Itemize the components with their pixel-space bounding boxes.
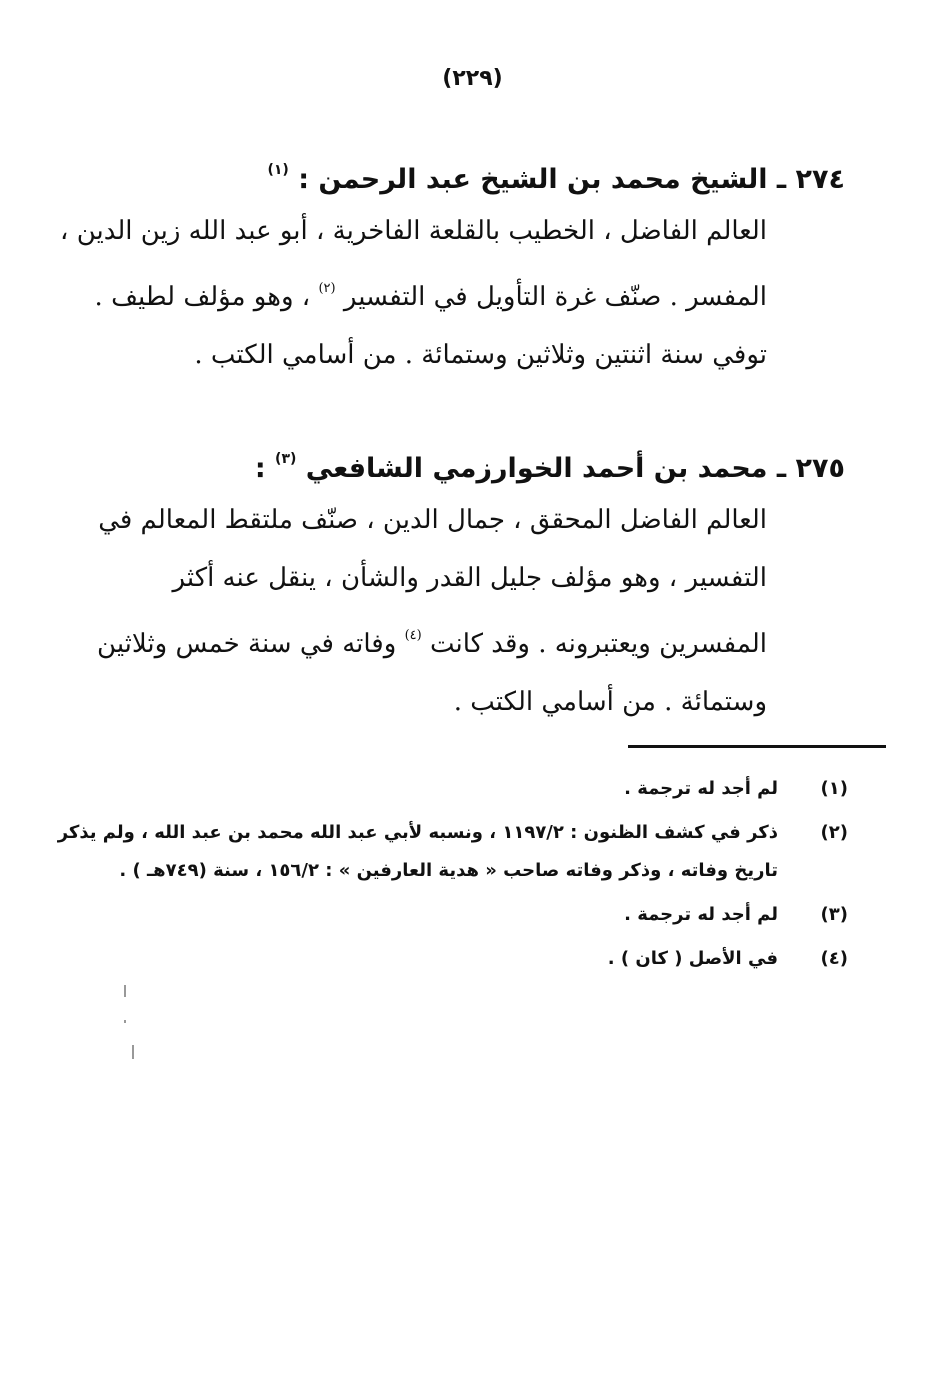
scan-speck bbox=[124, 985, 126, 997]
entry-heading bbox=[105, 148, 845, 202]
footnote-number: (٣) bbox=[820, 904, 848, 925]
footnote-text bbox=[118, 940, 778, 978]
footnote-ref: (٤) bbox=[404, 628, 422, 643]
page-number: (٢٢٩) bbox=[442, 66, 503, 91]
entry-line: توفي سنة اثنتين وثلاثين وستمائة . من أسامي الكتب . bbox=[194, 340, 767, 370]
entry-line: التفسير ، وهو مؤلف جليل القدر والشأن ، ينقل عنه أكثر bbox=[172, 563, 767, 593]
footnote-ref: (٢) bbox=[318, 281, 336, 296]
footnote-line: تاريخ وفاته ، وذكر وفاته صاحب « هدية العارفين » : ١٥٦/٢ ، سنة (٧٤٩هـ ) . bbox=[119, 860, 778, 881]
footnote-line: في الأصل ( كان ) . bbox=[607, 948, 778, 969]
footnote-number: (٢) bbox=[820, 822, 848, 843]
entry-heading bbox=[105, 437, 845, 491]
footnote-text bbox=[118, 770, 778, 808]
footnote bbox=[118, 896, 848, 934]
entry-body bbox=[97, 491, 767, 731]
entry-line: العالم الفاضل المحقق ، جمال الدين ، صنّف ملتقط المعالم في bbox=[98, 505, 767, 535]
scan-speck bbox=[124, 1020, 126, 1023]
entry-line bbox=[94, 260, 767, 326]
footnote-line: لم أجد له ترجمة . bbox=[624, 904, 778, 925]
footnote-text bbox=[58, 814, 778, 890]
footnote-ref: (٣) bbox=[275, 451, 297, 467]
entry-line-text: وفاته في سنة خمس وثلاثين bbox=[97, 629, 397, 659]
entry-line bbox=[97, 607, 767, 673]
scan-marks bbox=[124, 985, 127, 1065]
biography-entry-274 bbox=[60, 148, 845, 384]
entry-line-text: المفسرين ويعتبرونه . وقد كانت bbox=[429, 629, 767, 659]
entry-heading-text: ٢٧٤ ـ الشيخ محمد بن الشيخ عبد الرحمن : bbox=[298, 164, 845, 195]
entry-line: العالم الفاضل ، الخطيب بالقلعة الفاخرية ، أبو عبد الله زين الدين ، bbox=[60, 216, 767, 246]
entry-line-text: ، وهو مؤلف لطيف . bbox=[94, 282, 311, 312]
biography-entry-275 bbox=[97, 437, 845, 731]
footnote bbox=[118, 770, 848, 808]
footnote-ref: (١) bbox=[267, 162, 289, 178]
entry-heading-text: ٢٧٥ ـ محمد بن أحمد الخوارزمي الشافعي bbox=[305, 453, 845, 484]
footnotes bbox=[57, 770, 848, 984]
entry-body bbox=[60, 202, 767, 384]
entry-heading-colon: : bbox=[254, 453, 266, 484]
entry-line-text: المفسر . صنّف غرة التأويل في التفسير bbox=[343, 282, 767, 312]
footnote bbox=[57, 814, 848, 890]
footnote-number: (٤) bbox=[820, 948, 848, 969]
footnote-text bbox=[118, 896, 778, 934]
footnote bbox=[118, 940, 848, 978]
footnote-separator bbox=[628, 745, 886, 748]
entry-line: وستمائة . من أسامي الكتب . bbox=[453, 687, 767, 717]
scan-speck bbox=[132, 1045, 134, 1059]
footnote-line: ذكر في كشف الظنون : ١١٩٧/٢ ، ونسبه لأبي عبد الله محمد بن عبد الله ، ولم يذكر bbox=[57, 822, 778, 843]
footnote-line: لم أجد له ترجمة . bbox=[624, 778, 778, 799]
footnote-number: (١) bbox=[820, 778, 848, 799]
